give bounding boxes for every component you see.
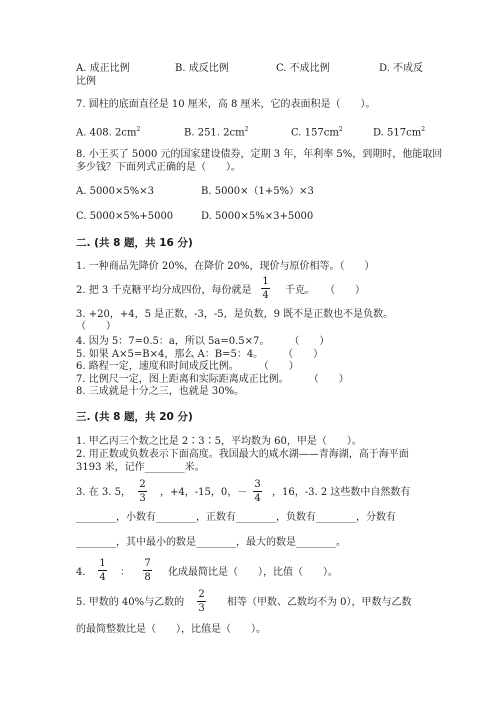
s2-item-3: 3. +20，+4，5 是正数，-3，-5，是负数，9 既不是正数也不是负数。 [76, 309, 394, 320]
q8-option-b: B. 5000×（1+5%）×3 [201, 186, 314, 197]
q7-option-b: B. 251. $2cm^2$ [184, 126, 249, 139]
s3-q4-number: 4. [76, 567, 86, 578]
q8-line1: 8. 小王买了 5000 元的国家建设债券，定期 3 年，年利率 5%，到期时，他能取回 [76, 149, 443, 160]
q8-option-a: A. 5000×5%×3 [76, 186, 155, 197]
s3-q3-fraction-2 [253, 479, 262, 504]
s3-q3-part-c: ，16，-3. 2 这些数中自然数有 [272, 487, 411, 498]
fraction-bar [138, 491, 147, 492]
q6-option-d: D. 不成反 [379, 63, 424, 74]
s3-q4-colon: ： [120, 567, 130, 578]
section-3-title: 三. (共 8 题，共 20 分) [76, 411, 193, 423]
s3-q1: 1. 甲乙丙三个数之比是 2∶3∶5，平均数为 60，甲是（ ）。 [76, 436, 362, 447]
s2-item-8: 8. 三成就是十分之三，也就是 30%。 [76, 386, 245, 397]
fraction-denominator: 4 [254, 493, 261, 504]
s3-q5-part-a: 5. 甲数的 40%与乙数的 [76, 597, 185, 608]
fraction-bar [253, 491, 262, 492]
q6-option-d-continued: 比例 [76, 76, 96, 87]
s2-item-3-bracket: （ ） [76, 321, 116, 332]
s3-q4-fraction-2 [143, 558, 152, 583]
s3-q2-line2: 3193 米，记作________米。 [76, 462, 205, 473]
q8-option-c: C. 5000×5%+5000 [76, 211, 174, 222]
s3-q4-fraction-1 [98, 558, 107, 583]
s2-item-5: 5. 如果 A×5=B×4，那么 A：B=5：4。 （ ） [76, 349, 324, 360]
fraction-denominator: 4 [99, 572, 106, 583]
fraction-numerator: 1 [262, 276, 269, 287]
fraction-bar [197, 601, 206, 602]
fraction-bar [261, 288, 270, 289]
s3-q4-text: 化成最简比是（ ），比值（ ）。 [168, 567, 338, 578]
q6-option-c: C. 不成比例 [276, 63, 330, 74]
s2-item-4: 4. 因为 5：7=0.5：a，所以 5a=0.5×7。 （ ） [76, 336, 330, 347]
s2-item-2-fraction [261, 276, 270, 301]
q7-text: 7. 圆柱的底面直径是 10 厘米，高 8 厘米，它的表面积是（ ）。 [76, 99, 376, 110]
q6-option-b: B. 成反比例 [175, 63, 229, 74]
q7-option-d: D. $517cm^2$ [373, 126, 426, 139]
s3-q5-part-b: 相等（甲数、乙数均不为 0），甲数与乙数 [227, 597, 412, 608]
fraction-numerator: 2 [139, 479, 146, 490]
fraction-numerator: 1 [99, 558, 106, 569]
fraction-bar [98, 570, 107, 571]
s2-item-6: 6. 路程一定，速度和时间成反比例。 （ ） [76, 361, 299, 372]
fraction-numerator: 3 [254, 479, 261, 490]
fraction-bar [143, 570, 152, 571]
q7-option-a: A. 408. $2cm^2$ [76, 126, 141, 139]
fraction-numerator: 7 [144, 558, 151, 569]
s3-q3-fraction-1 [138, 479, 147, 504]
s3-q3-part-a: 3. 在 3. 5， [76, 487, 131, 498]
s2-item-7: 7. 比例尺一定，图上距离和实际距离成正比例。 （ ） [76, 374, 349, 385]
s3-q3-part-b: ，+4，-15，0，－ [160, 487, 248, 498]
q6-option-a: A. 成正比例 [76, 63, 130, 74]
s2-item-2-text: 2. 把 3 千克糖平均分成四份，每份就是 [76, 285, 252, 296]
q8-option-d: D. 5000×5%×3+5000 [201, 211, 314, 222]
q8-line2: 多少钱？下面列式正确的是（ ）。 [76, 162, 241, 173]
fraction-numerator: 2 [198, 589, 205, 600]
s2-item-1: 1. 一种商品先降价 20%，在降价 20%，现价与原价相等。（ ） [76, 261, 375, 272]
s2-item-2-tail: 千克。 （ ） [285, 285, 365, 296]
s3-q2-line1: 2. 用正数或负数表示下面高度。我国最大的咸水湖——青海湖，高于海平面 [76, 449, 409, 460]
fraction-denominator: 8 [144, 572, 151, 583]
section-2-title: 二. (共 8 题，共 16 分) [76, 237, 193, 249]
fraction-denominator: 3 [139, 493, 146, 504]
s3-q5-line2: 的最简整数比是（ ），比值是（ ）。 [76, 624, 266, 635]
s3-q3-line2: ________，小数有________，正数有________，负数有________，分数有 [76, 512, 396, 523]
s3-q5-fraction [197, 589, 206, 614]
q7-option-c: C. $157cm^2$ [291, 126, 343, 139]
s3-q3-line3: ________，其中最小的数是________，最大的数是________。 [76, 537, 346, 548]
fraction-denominator: 3 [198, 603, 205, 614]
fraction-denominator: 4 [262, 290, 269, 301]
